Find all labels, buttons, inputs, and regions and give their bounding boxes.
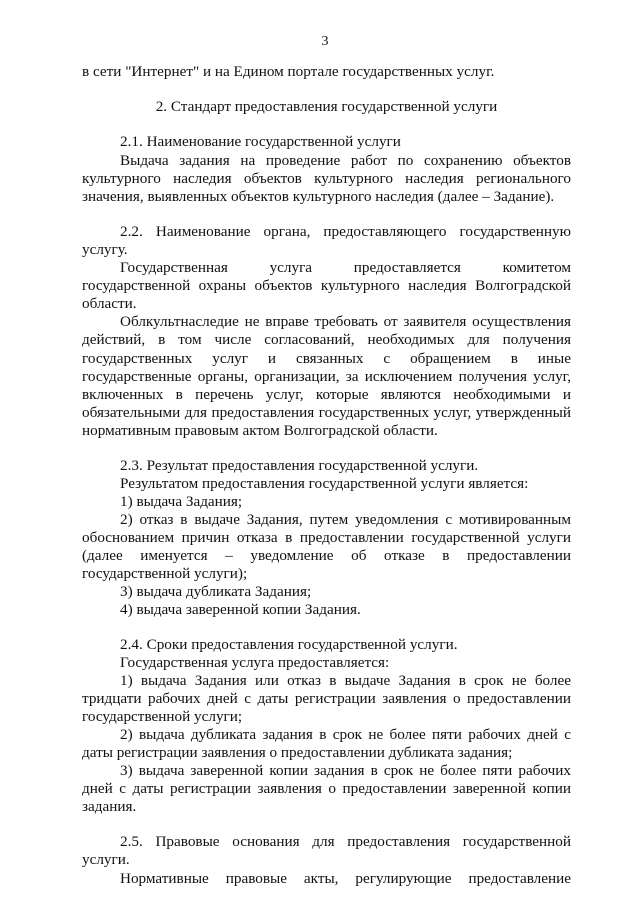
paragraph-line: Государственная услуга предоставляется комитетом (120, 259, 571, 276)
page-number: 3 (321, 34, 329, 49)
subsection-heading: 2.1. Наименование государственной услуги (120, 133, 401, 150)
list-item: 1) выдача Задания; (120, 493, 243, 510)
paragraph-line: тридцати рабочих дней с даты регистрации заявления о предоставлении (82, 690, 571, 707)
paragraph-line: включенных в перечень услуг, которые являются необходимыми и (82, 386, 571, 403)
list-item: 3) выдача заверенной копии задания в срок не более пяти рабочих (120, 762, 571, 779)
paragraph-line: государственной охраны объектов культурного наследия Волгоградской (82, 277, 571, 294)
paragraph-line: Государственная услуга предоставляется: (120, 654, 390, 671)
paragraph-line: области. (82, 295, 137, 312)
paragraph-line: задания. (82, 798, 137, 815)
subsection-heading: 2.5. Правовые основания для предоставления государственной (120, 833, 571, 850)
section-heading: 2. Стандарт предоставления государственной услуги (155, 98, 498, 115)
paragraph-line: действий, в том числе согласований, необходимых для получения (82, 331, 571, 348)
paragraph-line: услугу. (82, 241, 128, 258)
subsection-heading: 2.3. Результат предоставления государственной услуги. (120, 457, 479, 474)
paragraph-line: Облкультнаследие не вправе требовать от заявителя осуществления (120, 313, 571, 330)
subsection-heading: 2.4. Сроки предоставления государственной услуги. (120, 636, 458, 653)
paragraph-line: государственных услуг и связанных с обращением в иные (82, 350, 571, 367)
list-item: 2) выдача дубликата задания в срок не более пяти рабочих дней с (120, 726, 571, 743)
paragraph-line: нормативным правовым актом Волгоградской области. (82, 422, 438, 439)
subsection-heading: 2.2. Наименование органа, предоставляющего государственную (120, 223, 571, 240)
list-item: 2) отказ в выдаче Задания, путем уведомления с мотивированным (120, 511, 571, 528)
list-item: 4) выдача заверенной копии Задания. (120, 601, 361, 618)
paragraph-line: услуги. (82, 851, 130, 868)
paragraph-line: обязательными для предоставления государственных услуг, утвержденный (82, 404, 571, 421)
paragraph-line: в сети "Интернет" и на Едином портале государственных услуг. (82, 63, 495, 80)
paragraph-line: Выдача задания на проведение работ по сохранению объектов (120, 152, 571, 169)
paragraph-line: обоснованием причин отказа в предоставлении государственной услуги (82, 529, 571, 546)
paragraph-line: Нормативные правовые акты, регулирующие предоставление (120, 870, 571, 887)
paragraph-line: значения, выявленных объектов культурного наследия (далее – Задание). (82, 188, 555, 205)
paragraph-line: государственной услуги; (82, 708, 243, 725)
paragraph-line: (далее именуется – уведомление об отказе в предоставлении (82, 547, 571, 564)
paragraph-line: даты регистрации заявления о предоставлении дубликата задания; (82, 744, 513, 761)
paragraph-line: культурного наследия объектов культурного наследия регионального (82, 170, 571, 187)
paragraph-line: государственные органы, организации, за исключением получения услуг, (82, 368, 571, 385)
paragraph-line: дней с даты регистрации заявления о предоставлении заверенной копии (82, 780, 571, 797)
list-item: 3) выдача дубликата Задания; (120, 583, 312, 600)
paragraph-line: Результатом предоставления государственной услуги является: (120, 475, 529, 492)
paragraph-line: государственной услуги); (82, 565, 248, 582)
list-item: 1) выдача Задания или отказ в выдаче Задания в срок не более (120, 672, 571, 689)
